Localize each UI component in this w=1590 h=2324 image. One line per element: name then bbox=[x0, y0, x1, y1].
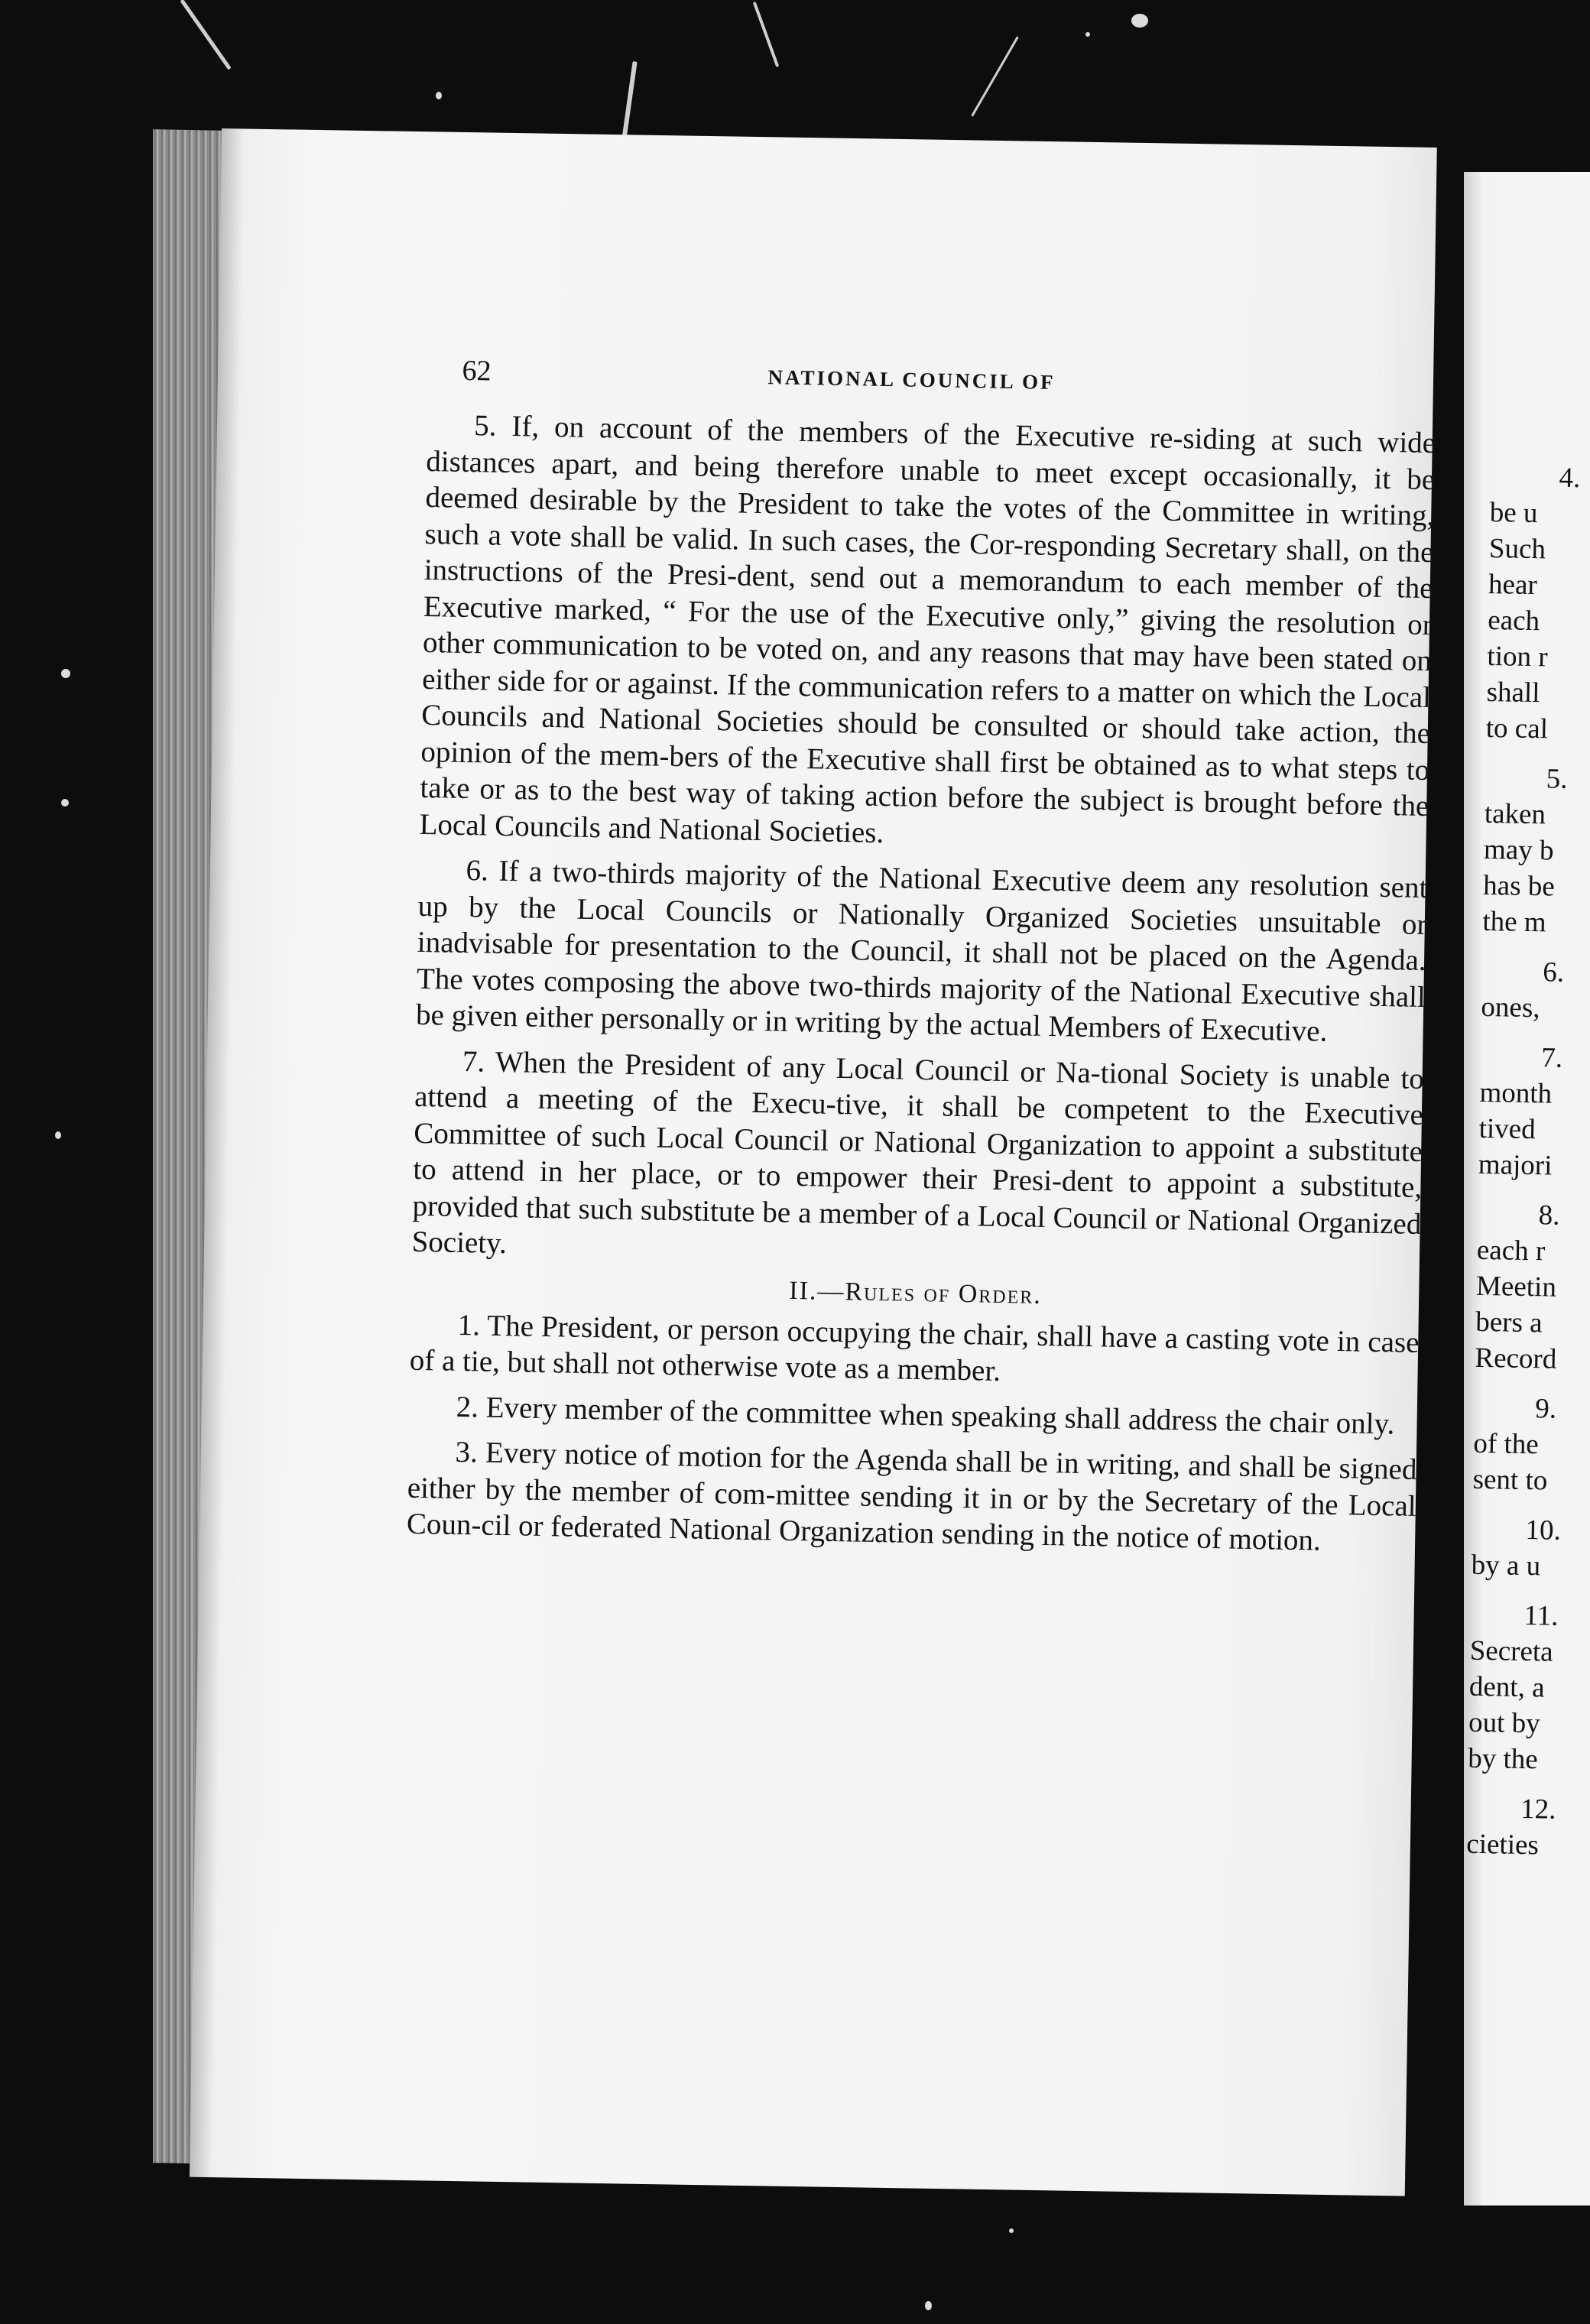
right-line: 7. bbox=[1540, 1042, 1563, 1074]
right-line: shall bbox=[1486, 676, 1540, 709]
dust-speck bbox=[1009, 2228, 1014, 2233]
right-line: by the bbox=[1467, 1742, 1539, 1776]
paragraph-7: 7. When the President of any Local Council or Na-tional Society is unable to attend a meeting of the Execu-tive, it shall be competent to the Executive Committee of such Local Council or National Organization to appoint a substitute to attend in her place, or to empower their Presi-dent to appoint a substitute, provided that such substitute be a member of a Local Council or National Organized Society. bbox=[411, 1044, 1425, 1261]
paragraph-5: 5. If, on account of the members of the Executive re-siding at such wide distances apart, and being therefore unable to meet except occasionally, it be deemed desirable by the President to take the votes of the Committee in writing, such a vote shall be valid. In such cases, the Cor-responding Secretary shall, on the instructions of the Presi-dent, send out a memorandum to each member of the Executive marked, “ For the use of the Executive only,” giving the resolution or other communication to be voted on, and any reasons that may have been stated on either side for or against. If the communication refers to a matter on which the Local Councils and National Societies should be consulted or should take action, the opinion of the mem-bers of the Executive shall first be obtained as to what steps to take or as to the best way of taking action before the subject is brought before the Local Councils and National Societies. bbox=[419, 409, 1436, 849]
right-line: 11. bbox=[1523, 1599, 1559, 1632]
thread-strand bbox=[180, 0, 231, 70]
dust-speck bbox=[436, 92, 442, 99]
right-line: bers a bbox=[1475, 1306, 1543, 1339]
right-line: 4. bbox=[1559, 462, 1581, 495]
page-number: 62 bbox=[462, 354, 492, 388]
right-line: of the bbox=[1473, 1427, 1540, 1461]
right-line: ones, bbox=[1481, 991, 1540, 1024]
thread-strand bbox=[621, 61, 637, 145]
right-line: 12. bbox=[1520, 1793, 1556, 1826]
right-line: Secreta bbox=[1469, 1634, 1553, 1668]
dust-speck bbox=[1131, 14, 1148, 28]
dust-speck bbox=[925, 2301, 932, 2310]
right-line: 10. bbox=[1525, 1514, 1562, 1547]
right-line: taken bbox=[1484, 797, 1546, 831]
right-line: each r bbox=[1476, 1234, 1546, 1267]
right-line: cieties bbox=[1466, 1828, 1540, 1861]
right-line: 6. bbox=[1542, 956, 1565, 988]
right-line: dent, a bbox=[1468, 1670, 1545, 1704]
right-line: tion r bbox=[1487, 640, 1548, 674]
dust-speck bbox=[1085, 32, 1090, 37]
rule-2: 2. Every member of the committee when speaking shall address the chair only. bbox=[456, 1390, 1395, 1440]
right-line: 8. bbox=[1538, 1199, 1560, 1232]
dust-speck bbox=[61, 799, 69, 807]
dust-speck bbox=[55, 1131, 61, 1139]
right-line: be u bbox=[1489, 496, 1538, 530]
rule-3: 3. Every notice of motion for the Agenda shall be in writing, and shall be signed either by the member of com-mittee sending it in or by the Secretary of the Local Coun-cil or federated National Organization sending in the notice of motion. bbox=[406, 1435, 1417, 1557]
right-line: by a u bbox=[1471, 1549, 1541, 1582]
right-line: Such bbox=[1488, 532, 1546, 566]
right-line: Record bbox=[1475, 1342, 1557, 1375]
right-line: each bbox=[1487, 604, 1540, 638]
right-line: sent to bbox=[1472, 1463, 1548, 1497]
right-line: to cal bbox=[1485, 712, 1549, 745]
thread-strand bbox=[753, 2, 780, 67]
right-line: hear bbox=[1488, 568, 1538, 602]
right-line: Meetin bbox=[1475, 1270, 1557, 1303]
right-line: majori bbox=[1478, 1148, 1553, 1182]
thread-strand bbox=[971, 36, 1019, 116]
right-line: the m bbox=[1482, 905, 1547, 939]
running-head: NATIONAL COUNCIL OF bbox=[767, 365, 1056, 394]
right-line: out by bbox=[1468, 1706, 1541, 1740]
page-text-block bbox=[406, 353, 1437, 1569]
right-line: has be bbox=[1482, 869, 1556, 903]
right-line: tived bbox=[1478, 1112, 1536, 1146]
right-line: may b bbox=[1483, 833, 1554, 867]
right-line: 5. bbox=[1546, 763, 1568, 795]
rule-1: 1. The President, or person occupying the chair, shall have a casting vote in case of a tie, but shall not otherwise vote as a member. bbox=[409, 1308, 1420, 1388]
right-line: 9. bbox=[1534, 1393, 1557, 1425]
section-heading: II.—Rules of Order. bbox=[788, 1276, 1043, 1310]
paragraph-6: 6. If a two-thirds majority of the National Executive deem any resolution sent up by the Local Councils or Nationally Organized Societies unsuitable or inadvisable for presentation to the Council, it shall not be placed on the Agenda. The votes composing the above two-thirds majority of the National Executive shall be given either personally or in writing by the actual Members of Executive. bbox=[415, 854, 1428, 1048]
dust-speck bbox=[61, 669, 70, 678]
right-line: month bbox=[1479, 1076, 1553, 1110]
